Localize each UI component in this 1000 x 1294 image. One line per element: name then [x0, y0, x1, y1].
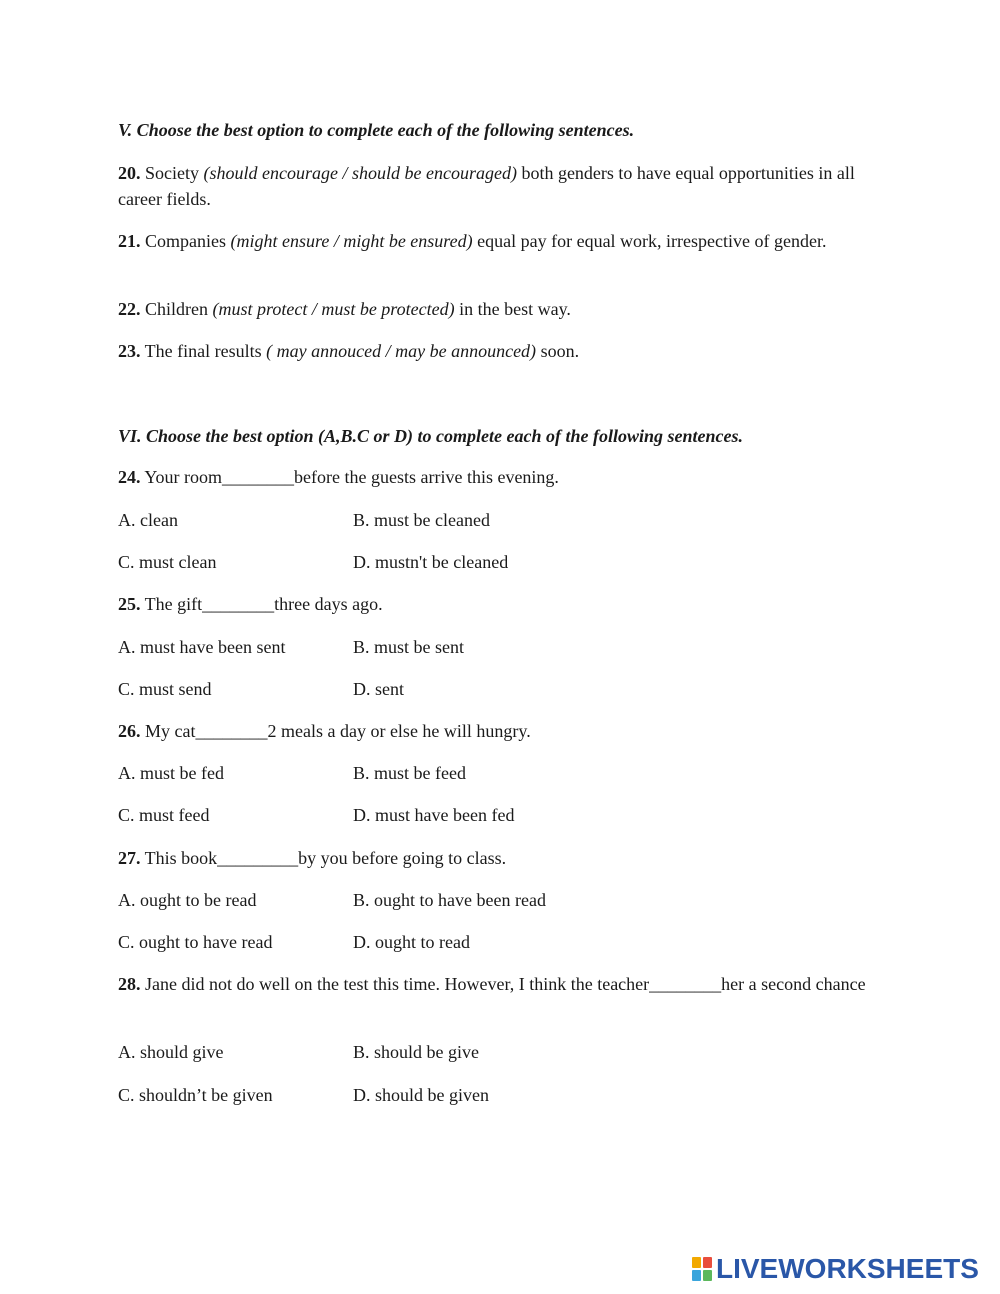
- option-d[interactable]: D. mustn't be cleaned: [353, 552, 509, 572]
- question-text: equal pay for equal work, irrespective of gender.: [472, 231, 827, 251]
- question-21: [118, 228, 888, 254]
- question-text: soon.: [536, 341, 580, 361]
- liveworksheets-logo[interactable]: [692, 1255, 979, 1283]
- options-row: [118, 1083, 489, 1107]
- options-row: [118, 550, 508, 574]
- logo-tile: [692, 1270, 701, 1281]
- option-c[interactable]: C. must feed: [118, 805, 210, 825]
- question-number: 23.: [118, 341, 141, 361]
- option-b[interactable]: B. should be give: [353, 1042, 479, 1062]
- question-22: [118, 296, 888, 322]
- options-row: [118, 508, 490, 532]
- option-c[interactable]: C. must send: [118, 679, 212, 699]
- question-27: [118, 845, 888, 871]
- logo-tile: [692, 1257, 701, 1268]
- question-text: The final results: [140, 341, 267, 361]
- option-d[interactable]: D. sent: [353, 679, 404, 699]
- question-20: [118, 160, 888, 212]
- question-number: 24.: [118, 467, 141, 487]
- question-text: Your room________before the guests arrive this evening.: [140, 467, 559, 487]
- option-b[interactable]: B. must be sent: [353, 637, 464, 657]
- options-row: [118, 930, 470, 954]
- option-c[interactable]: C. must clean: [118, 552, 217, 572]
- question-25: [118, 591, 888, 617]
- logo-tile: [703, 1270, 712, 1281]
- options-row: [118, 635, 464, 659]
- option-a[interactable]: A. must have been sent: [118, 637, 286, 657]
- question-number: 21.: [118, 231, 141, 251]
- question-23: [118, 338, 888, 364]
- option-c[interactable]: C. ought to have read: [118, 932, 273, 952]
- question-28: [118, 971, 888, 997]
- logo-tile: [703, 1257, 712, 1268]
- option-c[interactable]: C. shouldn’t be given: [118, 1085, 273, 1105]
- options-row: [118, 1040, 479, 1064]
- option-a[interactable]: A. clean: [118, 510, 178, 530]
- question-text: in the best way.: [454, 299, 571, 319]
- section-vi-heading: VI. Choose the best option (A,B.C or D) to complete each of the following sentences.: [118, 426, 743, 446]
- question-number: 25.: [118, 594, 141, 614]
- option-d[interactable]: D. ought to read: [353, 932, 470, 952]
- options-row: [118, 677, 404, 701]
- question-text: My cat________2 meals a day or else he will hungry.: [140, 721, 531, 741]
- question-text: The gift________three days ago.: [140, 594, 383, 614]
- question-text: Companies: [140, 231, 231, 251]
- option-a[interactable]: A. should give: [118, 1042, 224, 1062]
- question-options: (might ensure / might be ensured): [230, 231, 473, 251]
- option-b[interactable]: B. ought to have been read: [353, 890, 546, 910]
- question-number: 22.: [118, 299, 141, 319]
- question-text: Children: [140, 299, 213, 319]
- question-text: This book_________by you before going to class.: [140, 848, 507, 868]
- options-row: [118, 803, 514, 827]
- option-d[interactable]: D. should be given: [353, 1085, 489, 1105]
- question-number: 20.: [118, 163, 141, 183]
- question-24: [118, 464, 888, 490]
- question-26: [118, 718, 888, 744]
- options-row: [118, 761, 466, 785]
- question-options: ( may annouced / may be announced): [266, 341, 537, 361]
- options-row: [118, 888, 546, 912]
- option-b[interactable]: B. must be cleaned: [353, 510, 490, 530]
- question-options: (must protect / must be protected): [212, 299, 455, 319]
- question-text: Jane did not do well on the test this time. However, I think the teacher________her a second chance: [140, 974, 866, 994]
- option-a[interactable]: A. ought to be read: [118, 890, 257, 910]
- option-a[interactable]: A. must be fed: [118, 763, 224, 783]
- logo-text: LIVEWORKSHEETS: [716, 1253, 979, 1284]
- question-text: both genders to have equal opportunities in all career fields.: [118, 163, 855, 209]
- liveworksheets-logo-icon: [692, 1257, 712, 1281]
- question-options: (should encourage / should be encouraged): [203, 163, 517, 183]
- question-number: 26.: [118, 721, 141, 741]
- question-text: Society: [140, 163, 204, 183]
- question-number: 28.: [118, 974, 141, 994]
- option-b[interactable]: B. must be feed: [353, 763, 466, 783]
- option-d[interactable]: D. must have been fed: [353, 805, 515, 825]
- section-v-heading: V. Choose the best option to complete each of the following sentences.: [118, 120, 635, 140]
- question-number: 27.: [118, 848, 141, 868]
